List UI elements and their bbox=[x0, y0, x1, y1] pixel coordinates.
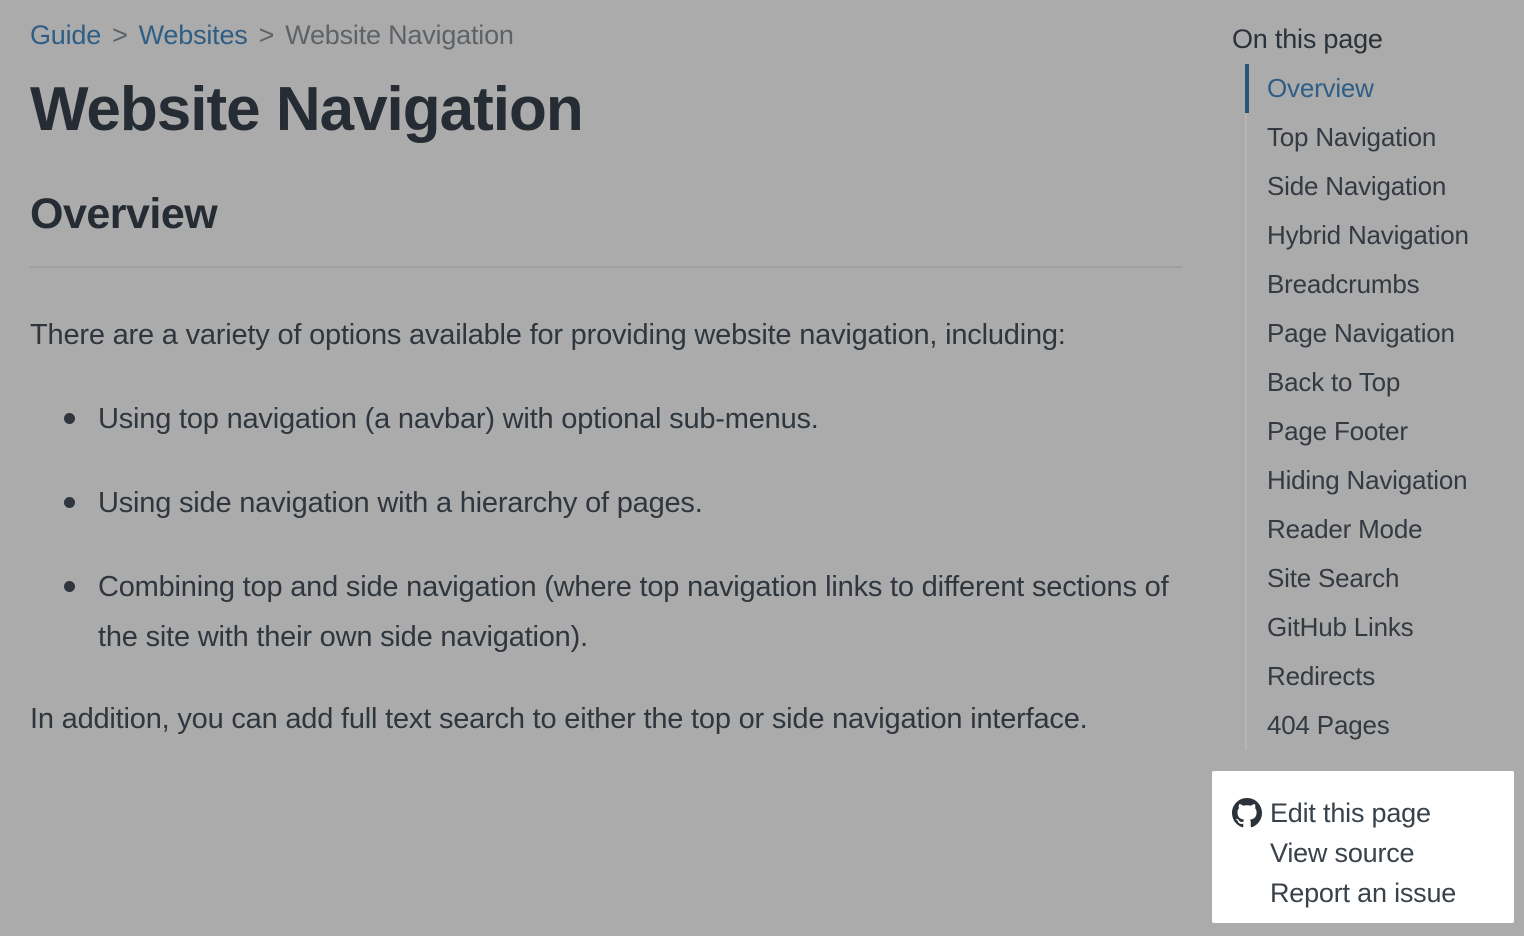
page-actions-box bbox=[1212, 771, 1514, 923]
toc-item-site-search bbox=[1247, 554, 1522, 603]
breadcrumb-item-guide[interactable]: Guide bbox=[30, 20, 102, 50]
toc-item-top-navigation bbox=[1247, 113, 1522, 162]
toc-link-redirects[interactable]: Redirects bbox=[1267, 661, 1376, 691]
toc-link-side-navigation[interactable]: Side Navigation bbox=[1267, 171, 1447, 201]
page-title: Website Navigation bbox=[30, 75, 583, 144]
intro-paragraph: There are a variety of options available for providing website navigation, including: bbox=[30, 319, 1066, 351]
page-action-row bbox=[1232, 833, 1514, 873]
edit-this-page-link[interactable]: Edit this page bbox=[1270, 798, 1431, 828]
on-this-page-panel bbox=[1232, 24, 1522, 750]
breadcrumb bbox=[30, 20, 1182, 56]
toc-item-redirects bbox=[1247, 652, 1522, 701]
toc-link-page-footer[interactable]: Page Footer bbox=[1267, 416, 1408, 446]
toc-item-page-footer bbox=[1247, 407, 1522, 456]
main-content bbox=[30, 20, 1182, 744]
toc-link-page-navigation[interactable]: Page Navigation bbox=[1267, 318, 1455, 348]
breadcrumb-separator: > bbox=[112, 20, 128, 50]
toc-link-github-links[interactable]: GitHub Links bbox=[1267, 612, 1414, 642]
toc-link-overview[interactable]: Overview bbox=[1267, 73, 1374, 103]
list-item: Using top navigation (a navbar) with optional sub-menus. bbox=[30, 394, 1182, 444]
toc-link-hybrid-navigation[interactable]: Hybrid Navigation bbox=[1267, 220, 1469, 250]
toc-link-hiding-navigation[interactable]: Hiding Navigation bbox=[1267, 465, 1468, 495]
toc-item-overview bbox=[1245, 64, 1522, 113]
toc-link-reader-mode[interactable]: Reader Mode bbox=[1267, 514, 1423, 544]
outro-paragraph: In addition, you can add full text search to either the top or side navigation interface. bbox=[30, 703, 1088, 735]
toc-link-top-navigation[interactable]: Top Navigation bbox=[1267, 122, 1437, 152]
breadcrumb-item-website-navigation: Website Navigation bbox=[285, 20, 514, 50]
list-item: Using side navigation with a hierarchy of pages. bbox=[30, 478, 1182, 528]
toc-item-back-to-top bbox=[1247, 358, 1522, 407]
page-actions-list bbox=[1232, 793, 1514, 913]
toc-item-side-navigation bbox=[1247, 162, 1522, 211]
toc-item-404-pages bbox=[1247, 701, 1522, 750]
toc-link-breadcrumbs[interactable]: Breadcrumbs bbox=[1267, 269, 1420, 299]
toc-list bbox=[1245, 64, 1522, 750]
section-heading-overview: Overview bbox=[30, 190, 218, 238]
view-source-link[interactable]: View source bbox=[1270, 838, 1415, 868]
toc-link-site-search[interactable]: Site Search bbox=[1267, 563, 1400, 593]
page-action-row bbox=[1232, 873, 1514, 913]
report-an-issue-link[interactable]: Report an issue bbox=[1270, 878, 1457, 908]
toc-item-reader-mode bbox=[1247, 505, 1522, 554]
toc-item-page-navigation bbox=[1247, 309, 1522, 358]
breadcrumb-separator: > bbox=[258, 20, 275, 50]
section-divider bbox=[30, 266, 1182, 268]
toc-link-back-to-top[interactable]: Back to Top bbox=[1267, 367, 1401, 397]
github-icon bbox=[1232, 798, 1262, 828]
breadcrumb-item-websites[interactable]: Websites bbox=[138, 20, 248, 50]
list-item: Combining top and side navigation (where top navigation links to different sections of the site with their own side navigation). bbox=[30, 562, 1182, 662]
toc-item-github-links bbox=[1247, 603, 1522, 652]
page-action-row bbox=[1232, 793, 1514, 833]
toc-item-hiding-navigation bbox=[1247, 456, 1522, 505]
toc-item-breadcrumbs bbox=[1247, 260, 1522, 309]
toc-link-404-pages[interactable]: 404 Pages bbox=[1267, 710, 1390, 740]
navigation-options-list bbox=[30, 394, 1182, 662]
toc-title: On this page bbox=[1232, 24, 1383, 54]
toc-item-hybrid-navigation bbox=[1247, 211, 1522, 260]
